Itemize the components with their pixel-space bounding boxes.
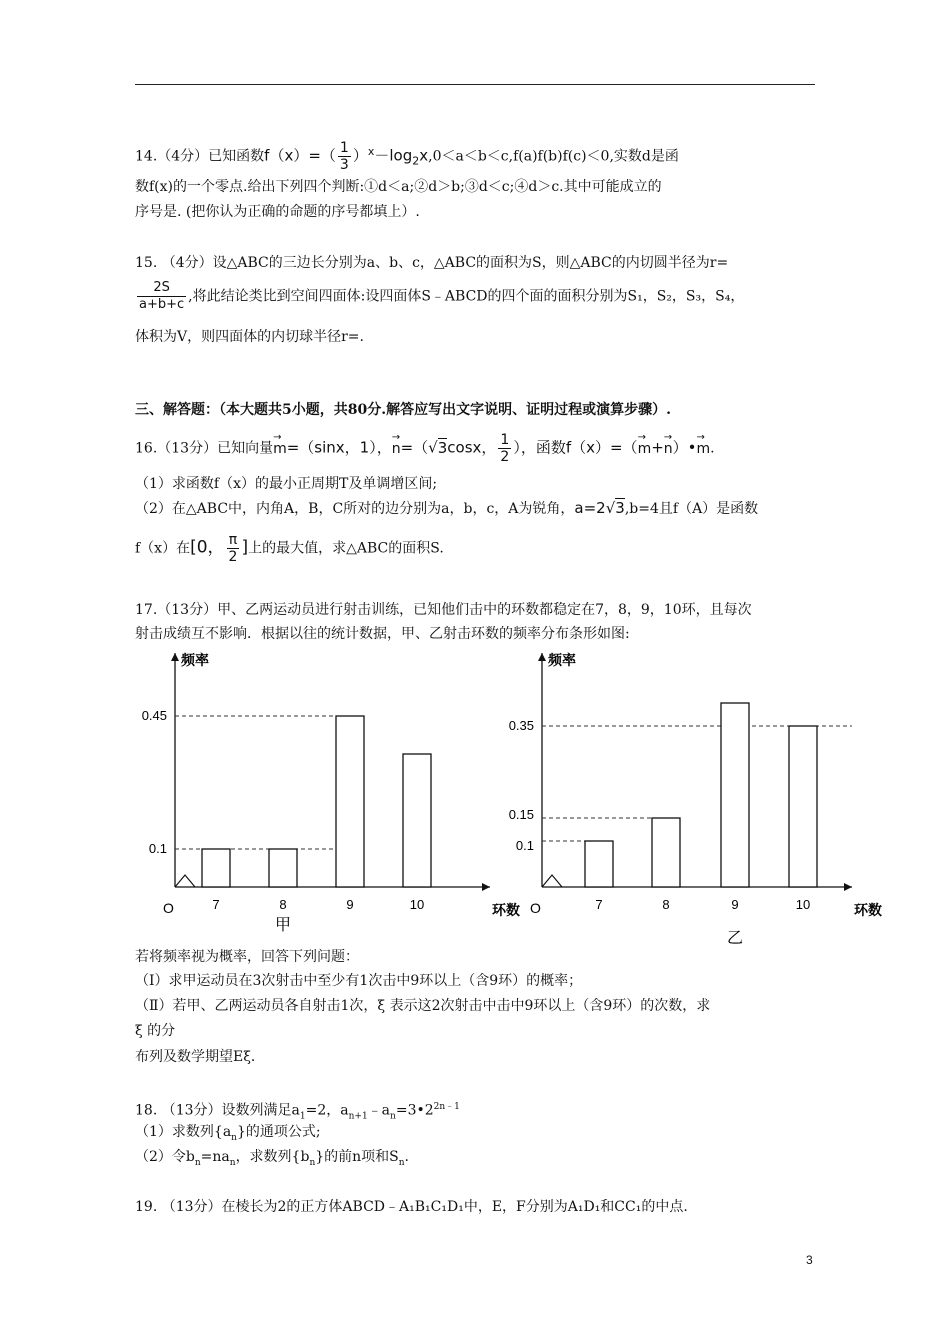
origin-label: O	[163, 900, 174, 916]
q18-line2	[135, 1122, 321, 1148]
q16-line1	[135, 432, 715, 465]
x-tick-label: 8	[279, 897, 287, 912]
q18-l3-sub3: n	[309, 1157, 316, 1168]
q18-text: 18. （13分）设数列满足a	[135, 1102, 300, 1119]
q16-pi-num: π	[227, 532, 240, 549]
q18-text-d: =3•2	[395, 1102, 434, 1119]
q18-text-c: ﹣a	[367, 1102, 391, 1119]
x-tick-label: 8	[662, 897, 670, 912]
q19-line1: 19. （13分）在棱长为2的正方体ABCD﹣A₁B₁C₁D₁中，E，F分别为A₁D₁和CC₁的中点.	[135, 1199, 688, 1215]
y-tick-label: 0.45	[141, 708, 167, 723]
bar-9	[721, 703, 749, 887]
q18-l3-sub4: n	[398, 1157, 405, 1168]
q16-cosx: cosx，	[447, 438, 497, 457]
q18-l3-sub1: n	[194, 1157, 201, 1168]
y-tick-label: 0.1	[515, 838, 534, 853]
q18-sub3: n	[390, 1111, 396, 1122]
q17-line2: 射击成绩互不影响．根据以往的统计数据，甲、乙射击环数的频率分布条形如图:	[135, 626, 630, 642]
q18-sup: 2n﹣1	[433, 1102, 460, 1112]
y-axis-label: 频率	[181, 652, 209, 668]
q18-l3-text-d: }的前n项和S	[315, 1149, 399, 1165]
q14-line1	[135, 140, 679, 173]
q16-interval-open: [0，	[190, 537, 225, 558]
y-tick-label: 0.15	[508, 807, 534, 822]
q16-plus: +	[651, 438, 664, 457]
q16-text4: f（x）在	[135, 540, 191, 557]
q18-l2-sub: n	[231, 1132, 237, 1143]
q16-line4	[135, 532, 444, 565]
section-heading: 三、解答题：（本大题共5小题，共80分.解答应写出文字说明、证明过程或演算步骤）.	[135, 402, 671, 418]
bar-8	[269, 849, 297, 887]
q15-line3: 体积为V，则四面体的内切球半径r=.	[135, 329, 364, 345]
x-axis-label: 环数	[854, 902, 882, 918]
y-axis-arrow	[538, 653, 546, 661]
q17-line4: （Ⅰ）求甲运动员在3次射击中至少有1次击中9环以上（含9环）的概率；	[135, 973, 583, 989]
q16-pi-fraction	[227, 532, 240, 565]
q16-sqrt-icon-2: √	[605, 499, 616, 517]
x-axis-label: 环数	[492, 902, 520, 918]
q16-line2: （1）求函数f（x）的最小正周期T及单调增区间;	[135, 476, 438, 492]
q16-frac-num: 1	[500, 432, 510, 448]
chart-title: 乙	[726, 930, 744, 947]
chart-yi	[500, 645, 880, 950]
q14-fraction	[338, 140, 351, 173]
q15-frac-num: 2S	[137, 280, 186, 297]
q15-line1: 15. （4分）设△ABC的三边长分别为a、b、c，△ABC的面积为S，则△ABC的内切圆半径为r=	[135, 255, 729, 271]
q16-text5: 上的最大值，求△ABC的面积S.	[248, 540, 444, 557]
q14-exp: x	[367, 144, 375, 158]
q15-fraction	[137, 280, 186, 313]
q16-interval-close: ]	[241, 537, 249, 558]
q14-frac-den: 3	[339, 157, 349, 173]
q17-line7: 布列及数学期望Eξ．	[135, 1049, 265, 1065]
q18-line3	[135, 1147, 409, 1173]
q16-vec-m: → m	[273, 439, 287, 459]
q18-l2-text-b: }的通项公式;	[236, 1124, 321, 1140]
q14-frac-num: 1	[339, 140, 349, 156]
q14-log-base: 2	[412, 154, 420, 168]
q16-m-def: =（sinx，1），	[286, 438, 392, 457]
q16-sqrt3b: 3	[615, 499, 625, 517]
q16-text2: （2）在△ABC中，内角A，B，C所对的边分别为a，b，c，A为锐角，	[135, 501, 575, 517]
q16-vec-m3: → m	[697, 439, 711, 459]
y-tick-label: 0.35	[508, 718, 534, 733]
q18-l3-text-b: =na	[200, 1149, 230, 1165]
bar-8	[652, 818, 680, 887]
q17-line5: （Ⅱ）若甲、乙两运动员各自射击1次，ξ 表示这2次射击中击中9环以上（含9环）的次数，求	[135, 998, 711, 1014]
q14-cond: ,0＜a＜b＜c,f(a)f(b)f(c)＜0,实数d是函	[428, 148, 679, 165]
q16-text3: ,b=4且f（A）是函数	[624, 501, 759, 517]
q18-l2-text: （1）求数列{a	[135, 1124, 232, 1140]
axis-break	[175, 875, 195, 887]
q14-line2: 数f(x)的一个零点.给出下列四个判断:①d＜a;②d＞b;③d＜c;④d＞c.其中可能成立的	[135, 179, 662, 195]
x-tick-label: 7	[595, 897, 603, 912]
q16-sqrt-icon: √	[428, 438, 438, 457]
q16-period: .	[710, 440, 715, 457]
q16-a-eq: a=2	[574, 499, 606, 517]
x-tick-label: 10	[795, 897, 811, 912]
q18-sub1: 1	[299, 1111, 306, 1122]
x-tick-label: 9	[731, 897, 739, 912]
q17-line1: 17.（13分）甲、乙两运动员进行射击训练，已知他们击中的环数都稳定在7，8，9，10环，且每次	[135, 602, 752, 618]
q15-text: ,将此结论类比到空间四面体:设四面体S﹣ABCD的四个面的面积分别为S₁，S₂，S₃，S₄，	[188, 288, 745, 305]
q16-frac-den: 2	[500, 449, 510, 465]
x-axis-arrow	[482, 883, 490, 891]
q16-dot: ）•	[672, 438, 697, 457]
q14-paren: ）	[352, 146, 368, 165]
y-axis-arrow	[171, 653, 179, 661]
bar-10	[789, 726, 817, 887]
q18-l3-text-c: ，求数列{b	[235, 1149, 310, 1165]
q16-pi-den: 2	[228, 549, 238, 565]
q15-frac-den: a+b+c	[139, 297, 185, 312]
page-number: 3	[806, 1253, 813, 1267]
q14-line3: 序号是. (把你认为正确的命题的序号都填上）.	[135, 204, 420, 220]
q14-func: f（x）=（	[264, 146, 336, 165]
q16-vec-m2: → m	[638, 439, 652, 459]
chart-jia	[130, 645, 520, 940]
q18-l3-text-e: .	[404, 1149, 409, 1165]
q17-line6: ξ 的分	[135, 1023, 176, 1039]
origin-label: O	[530, 900, 541, 916]
q14-x: x	[419, 146, 429, 165]
q15-line2	[135, 280, 744, 313]
q18-text-b: =2，a	[305, 1102, 349, 1119]
q18-l3-sub2: n	[229, 1157, 236, 1168]
q16-line3	[135, 498, 758, 519]
q14-text: 14.（4分）已知函数	[135, 148, 265, 165]
q18-l3-text: （2）令b	[135, 1149, 195, 1165]
q14-log: －log	[374, 146, 413, 165]
header-rule	[135, 84, 815, 85]
bar-7	[202, 849, 230, 887]
y-tick-label: 0.1	[148, 841, 167, 856]
q18-sub2: n+1	[348, 1111, 368, 1122]
axis-break	[542, 875, 562, 887]
x-axis-arrow	[844, 883, 852, 891]
bar-10	[403, 754, 431, 887]
q16-vec-n2: → n	[664, 439, 673, 459]
x-tick-label: 10	[409, 897, 425, 912]
q16-fraction	[498, 432, 511, 465]
q16-func: ），函数f（x）=（	[513, 438, 638, 457]
q17-line3: 若将频率视为概率，回答下列问题：	[135, 949, 359, 965]
x-tick-label: 7	[212, 897, 220, 912]
bar-7	[585, 841, 613, 887]
chart-title: 甲	[274, 917, 292, 934]
q16-sqrt3: 3	[437, 438, 448, 457]
q16-text: 16.（13分）已知向量	[135, 440, 274, 457]
q16-n-open: =（	[400, 438, 429, 457]
bar-9	[336, 716, 364, 887]
y-axis-label: 频率	[548, 652, 576, 668]
q16-vec-n: → n	[392, 439, 401, 459]
x-tick-label: 9	[346, 897, 354, 912]
